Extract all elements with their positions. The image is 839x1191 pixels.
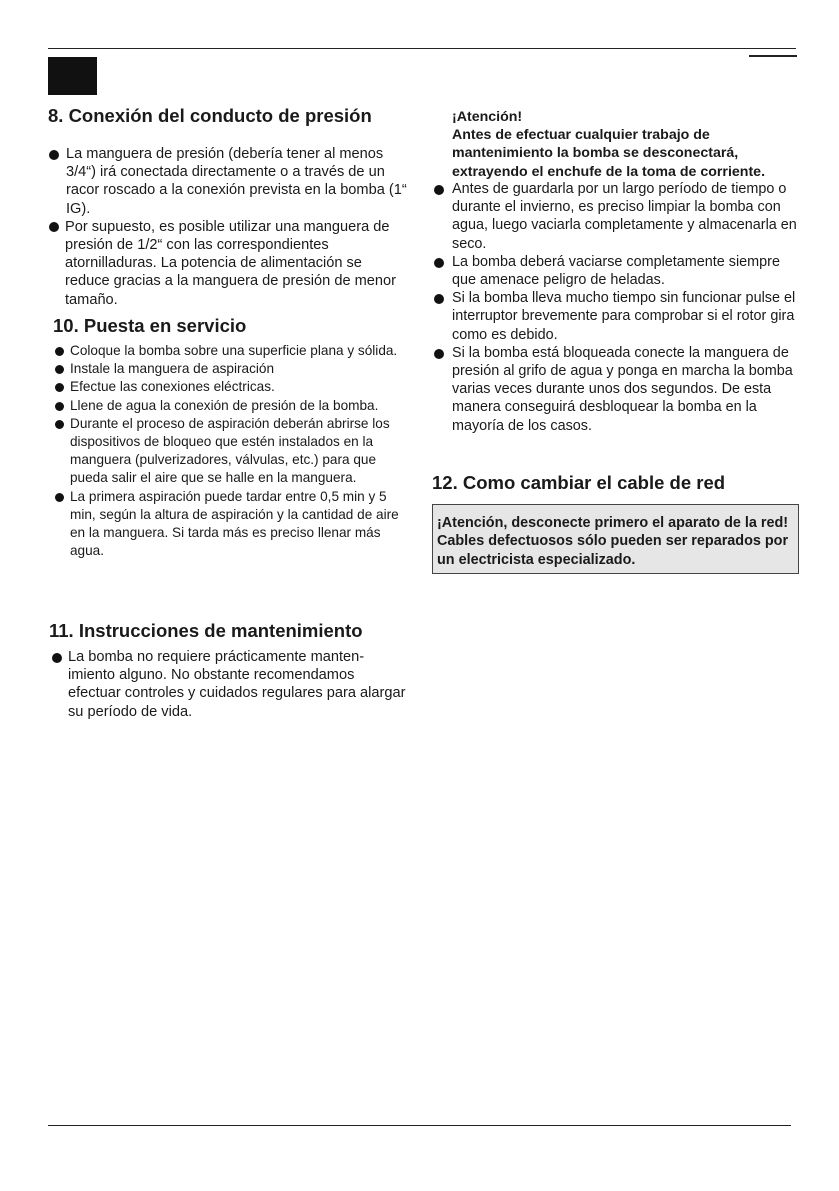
list-item: La manguera de presión (debería tener al menos 3/4“) irá conectada directamente o a través de un racor roscado a la conexión prevista en la bomba (1“ IG). (48, 145, 410, 218)
attention-block (452, 108, 797, 181)
maintenance-list (432, 180, 797, 435)
top-rule-right-accent (749, 55, 797, 57)
bullet-icon (434, 349, 444, 359)
list-item: Si la bomba lleva mucho tiempo sin funcionar pulse el interruptor brevemente para comprobar si el rotor gira como es debido. (432, 289, 797, 344)
bullet-icon (49, 222, 59, 232)
list-item: Antes de guardarla por un largo período de tiempo o durante el invierno, es preciso limpiar la bomba con agua, luego vaciarla completamente y almacenarla en seco. (432, 180, 797, 253)
list-item: Durante el proceso de aspiración deberán abrirse los dispositivos de bloqueo que estén instalados en la manguera (pulverizadores, válvulas, etc.) para que pueda salir el aire que se halle en la manguera. (53, 415, 408, 488)
bullet-icon (49, 150, 59, 160)
list-item: Llene de agua la conexión de presión de la bomba. (53, 397, 408, 415)
section-11-list (49, 648, 409, 721)
section-10-title: 10. Puesta en servicio (53, 315, 247, 336)
bullet-icon (52, 653, 62, 663)
list-item: Instale la manguera de aspiración (53, 360, 408, 378)
bullet-icon (434, 258, 444, 268)
bullet-icon (55, 383, 64, 392)
list-item: Efectue las conexiones eléctricas. (53, 378, 408, 396)
bullet-icon (434, 294, 444, 304)
warning-box: ¡Atención, desconecte primero el aparato de la red! Cables defectuosos sólo pueden ser reparados por un electricista especializado. (432, 504, 799, 574)
section-8-list (48, 145, 410, 309)
list-item: Coloque la bomba sobre una superficie plana y sólida. (53, 342, 408, 360)
bullet-icon (55, 347, 64, 356)
language-tab-block (48, 57, 97, 95)
section-10-list (53, 342, 408, 560)
section-11-title: 11. Instrucciones de mantenimiento (49, 620, 363, 641)
section-12-title: 12. Como cambiar el cable de red (432, 472, 726, 493)
top-rule (48, 48, 796, 49)
attention-text: Antes de efectuar cualquier trabajo de mantenimiento la bomba se desconectará, extrayendo el enchufe de la toma de corriente. (452, 127, 766, 180)
list-item: Si la bomba está bloqueada conecte la manguera de presión al grifo de agua y ponga en marcha la bomba varias veces durante unos dos segundos. De esta manera conseguirá desbloquear la bomba en la mayoría de los casos. (432, 344, 797, 435)
list-item: Por supuesto, es posible utilizar una manguera de presión de 1/2“ con las correspondientes atornilladuras. La potencia de alimentación se reduce gracias a la manguera de presión de menor tamaño. (48, 218, 410, 309)
bullet-icon (55, 420, 64, 429)
attention-heading: ¡Atención! (452, 109, 523, 125)
list-item: La bomba deberá vaciarse completamente siempre que amenace peligro de heladas. (432, 253, 797, 289)
bottom-rule (48, 1125, 791, 1126)
list-item: La primera aspiración puede tardar entre 0,5 min y 5 min, según la altura de aspiración y la cantidad de aire en la manguera. Si tarda más es preciso llenar más agua. (53, 488, 408, 561)
bullet-icon (55, 365, 64, 374)
section-8-title: 8. Conexión del conducto de presión (48, 105, 372, 126)
list-item: La bomba no requiere prácticamente manten-imiento alguno. No obstante recomendamos efectuar controles y cuidados regulares para alargar su período de vida. (49, 648, 409, 721)
bullet-icon (55, 493, 64, 502)
bullet-icon (434, 185, 444, 195)
bullet-icon (55, 402, 64, 411)
